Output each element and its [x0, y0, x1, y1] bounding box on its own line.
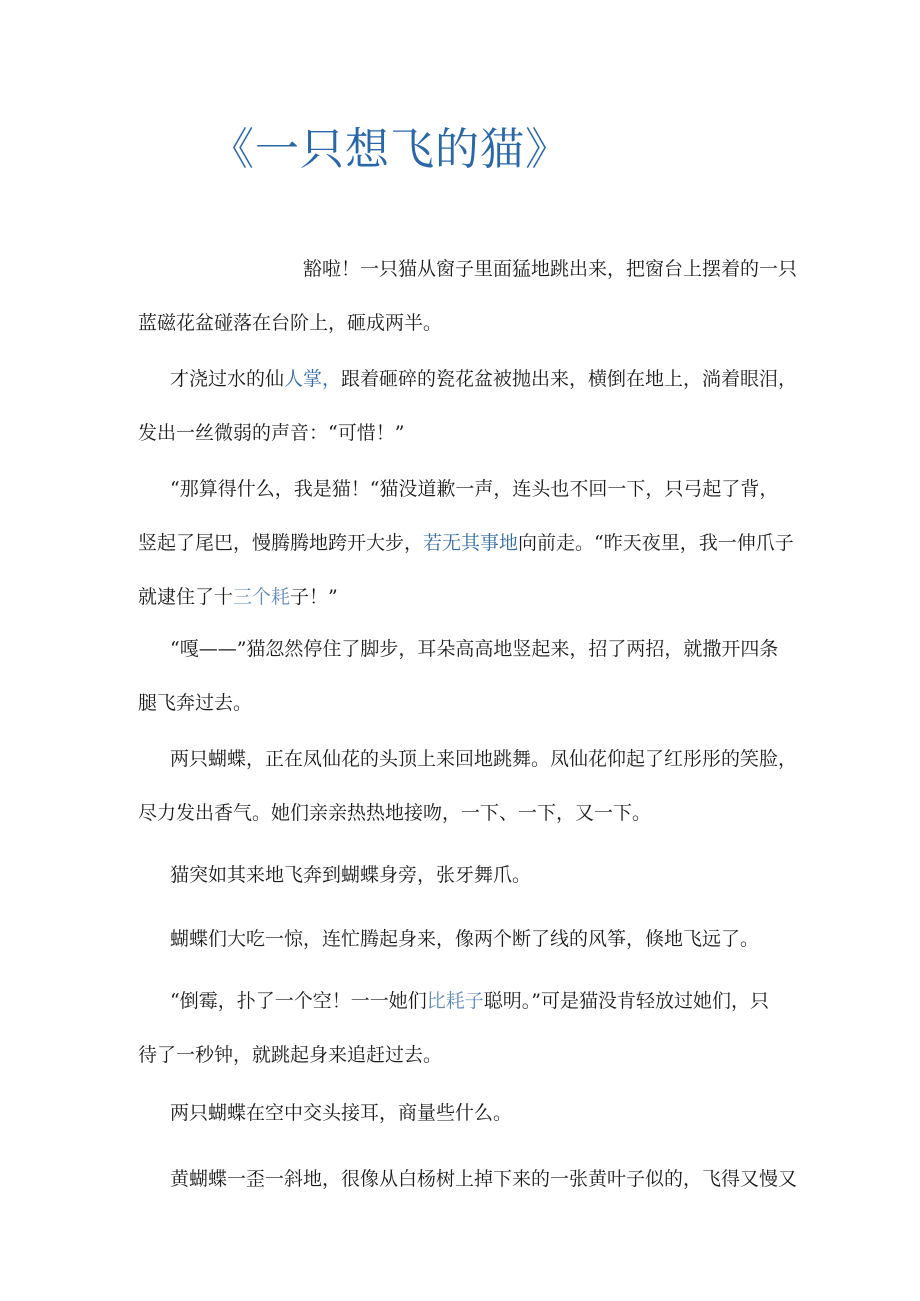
- document-title: 《一只想飞的猫》: [210, 124, 570, 175]
- paragraph-line: [138, 352, 798, 406]
- text-run: 聪明。”可是猫没肯轻放过她们，只: [483, 990, 769, 1012]
- paragraph-5: [138, 732, 798, 840]
- paragraph-line: 待了一秒钟，就跳起身来追赶过去。: [138, 1044, 443, 1066]
- paragraph-1: [138, 242, 798, 350]
- paragraph-7: [138, 912, 798, 966]
- text-run: “倒霉，扑了一个空！一一她们: [170, 990, 427, 1012]
- paragraph-6: [138, 848, 798, 902]
- paragraph-line: [138, 570, 798, 624]
- paragraph-line: 尽力发出香气。她们亲亲热热地接吻，一下、一下，又一下。: [138, 802, 652, 824]
- highlighted-text: 三个耗: [233, 586, 291, 608]
- paragraph-line: 两只蝴蝶在空中交头接耳，商量些什么。: [170, 1102, 513, 1124]
- text-run: 就逮住了十: [138, 586, 234, 608]
- paragraph-line: 两只蝴蝶，正在凤仙花的头顶上来回地跳舞。凤仙花仰起了红彤彤的笑脸，: [170, 748, 798, 770]
- paragraph-9: [138, 1086, 798, 1140]
- highlighted-text: 比耗子: [426, 990, 484, 1012]
- paragraph-line: 豁啦！一只猫从窗子里面猛地跳出来，把窗台上摆着的一只: [303, 258, 798, 280]
- highlighted-text: 若无其事地: [423, 532, 519, 554]
- paragraph-line: 蝴蝶们大吃一惊，连忙腾起身来，像两个断了线的风筝，倏地飞远了。: [170, 928, 760, 950]
- paragraph-line: 蓝磁花盆碰落在台阶上，砸成两半。: [138, 312, 443, 334]
- text-run: 子！”: [290, 586, 338, 608]
- paragraph-line: [138, 974, 798, 1028]
- text-run: 才浇过水的仙: [170, 368, 285, 390]
- paragraph-line: 猫突如其来地飞奔到蝴蝶身旁，张牙舞爪。: [170, 864, 532, 886]
- paragraph-4: [138, 622, 798, 730]
- paragraph-line: “嘎——”猫忽然停住了脚步，耳朵高高地竖起来，招了两招，就撒开四条: [170, 638, 779, 660]
- paragraph-line: “那算得什么，我是猫！“猫没道歉一声，连头也不回一下，只弓起了背，: [170, 478, 779, 500]
- highlighted-text: 人掌，: [284, 368, 342, 390]
- paragraph-8: [138, 974, 798, 1082]
- paragraph-line: 腿飞奔过去。: [138, 692, 253, 714]
- text-run: 竖起了尾巴，慢腾腾地跨开大步，: [138, 532, 424, 554]
- paragraph-line: 黄蝴蝶一歪一斜地，很像从白杨树上掉下来的一张黄叶子似的，飞得又慢又: [170, 1168, 798, 1190]
- paragraph-3: [138, 462, 798, 624]
- text-run: 向前走。“昨天夜里，我一伸爪子: [518, 532, 794, 554]
- paragraph-line: 发出一丝微弱的声音：“可惜！”: [138, 422, 405, 444]
- text-run: 跟着砸碎的瓷花盆被抛出来，横倒在地上，淌着眼泪，: [341, 368, 798, 390]
- paragraph-2: [138, 352, 798, 460]
- paragraph-line: [138, 516, 798, 570]
- paragraph-10: [138, 1152, 798, 1206]
